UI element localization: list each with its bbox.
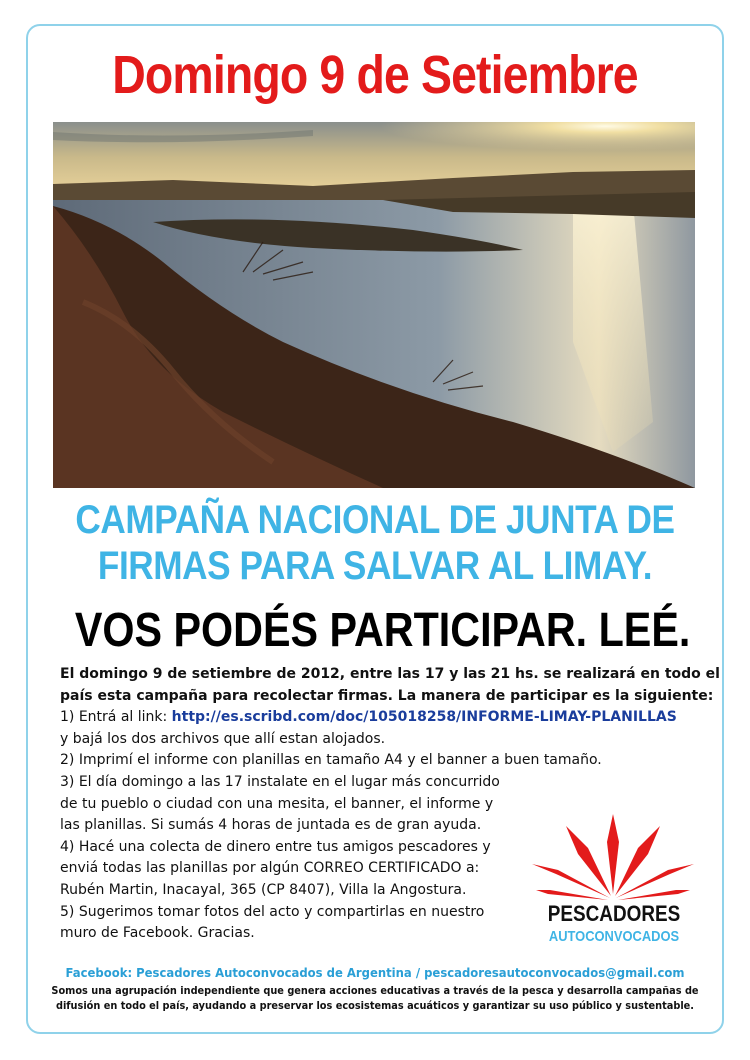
step-5-line-2: muro de Facebook. Gracias. [60, 925, 255, 942]
step-4-line-3: Rubén Martin, Inacayal, 365 (CP 8407), Villa la Angostura. [60, 881, 467, 898]
event-date-title: Domingo 9 de Setiembre [112, 45, 638, 105]
step-3-line-2: de tu pueblo o ciudad con una mesita, el banner, el informe y [60, 795, 494, 812]
step-1-continued: y bajá los dos archivos que allí estan alojados. [60, 730, 386, 747]
scribd-link[interactable]: http://es.scribd.com/doc/105018258/INFORME-LIMAY-PLANILLAS [171, 709, 677, 726]
step-2: 2) Imprimí el informe con planillas en tamaño A4 y el banner a buen tamaño. [60, 752, 602, 769]
step-5-line-1: 5) Sugerimos tomar fotos del acto y compartirlas en nuestro [60, 903, 485, 920]
campaign-line-1: CAMPAÑA NACIONAL DE JUNTA DE [75, 498, 675, 542]
step-3-line-3: las planillas. Si sumás 4 horas de juntada es de gran ayuda. [60, 817, 482, 834]
step-4-line-2: enviá todas las planillas por algún CORREO CERTIFICADO a: [60, 860, 480, 877]
campaign-line-2: FIRMAS PARA SALVAR AL LIMAY. [97, 544, 653, 588]
step-1-prefix: 1) Entrá al link: [60, 709, 172, 726]
step-1 [60, 707, 700, 729]
about-line-1: Somos una agrupación independiente que genera acciones educativas a través de la pesca y desarrolla campañas de [51, 985, 699, 997]
about-text [26, 984, 724, 1014]
logo-name: PESCADORES [547, 901, 681, 926]
step-3-line-1: 3) El día domingo a las 17 instalate en el lugar más concurrido [60, 773, 500, 790]
river-sunset-photo [53, 122, 695, 488]
call-to-action: VOS PODÉS PARTICIPAR. LEÉ. [74, 604, 691, 657]
intro-line-2: país esta campaña para recolectar firmas. La manera de participar es la siguiente: [60, 687, 714, 704]
intro-line-1: El domingo 9 de setiembre de 2012, entre las 17 y las 21 hs. se realizará en todo el [60, 666, 720, 682]
logo-subtitle: AUTOCONVOCADOS [548, 928, 680, 945]
facebook-contact[interactable]: Facebook: Pescadores Autoconvocados de Argentina / pescadoresautoconvocados@gmail.com [65, 965, 685, 980]
campaign-headline [26, 497, 724, 589]
step-4-line-1: 4) Hacé una colecta de dinero entre tus amigos pescadores y [60, 838, 491, 855]
about-line-2: difusión en todo el país, ayudando a preservar los ecosistemas acuáticos y garantizar su uso público y sustentable. [55, 1000, 695, 1012]
